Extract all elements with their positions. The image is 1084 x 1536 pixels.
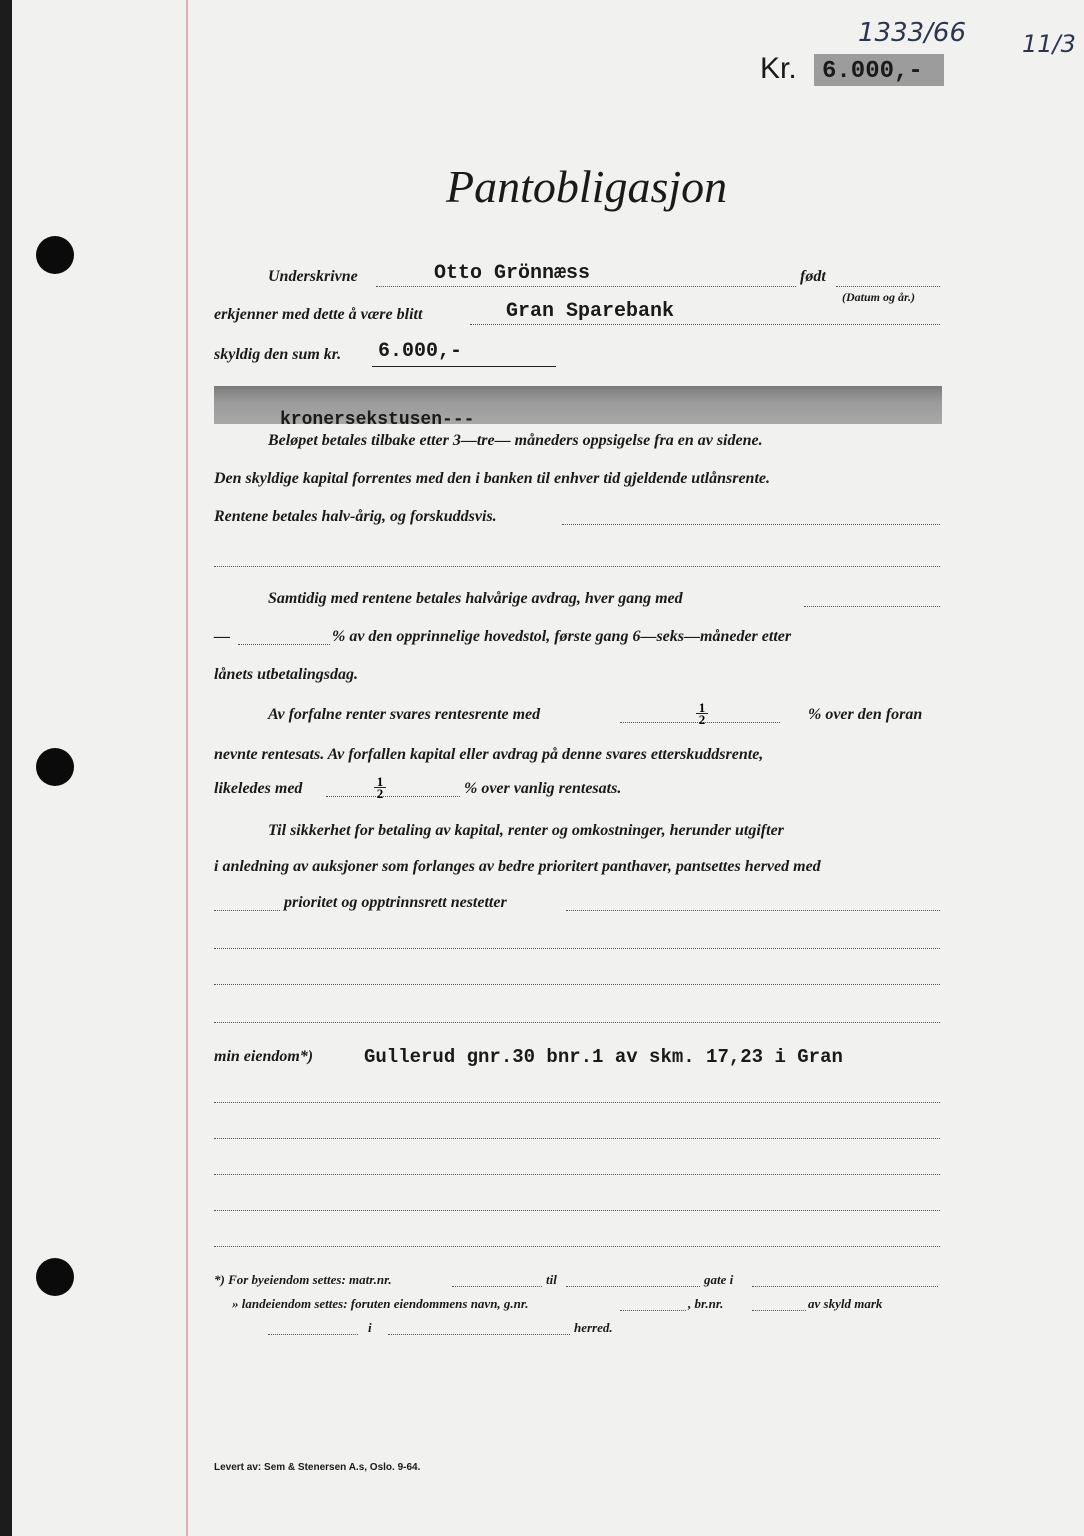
body-line: Samtidig med rentene betales halvårige avdrag, hver gang med [268, 590, 683, 607]
kr-label: Kr. [760, 52, 797, 85]
datum-label: (Datum og år.) [842, 290, 916, 304]
body-line: % av den opprinnelige hovedstol, første gang 6—seks—måneder etter [332, 628, 792, 645]
erkjenner-label: erkjenner med dette å være blitt [214, 306, 423, 323]
punch-hole [36, 748, 74, 786]
footnote-text: herred. [574, 1320, 613, 1335]
blank-line [214, 1102, 940, 1103]
kr-amount: 6.000,- [822, 58, 923, 85]
blank-line [214, 1174, 940, 1175]
body-line: Beløpet betales tilbake etter 3—tre— måneders oppsigelse fra en av sidene. [268, 432, 763, 449]
blank-line [804, 606, 940, 607]
body-line: likeledes med [214, 780, 303, 797]
percent-line [326, 796, 460, 797]
blank-line [214, 1022, 940, 1023]
footnote-text: *) For byeiendom settes: matr.nr. [214, 1272, 392, 1287]
footnote-line [388, 1334, 570, 1335]
body-line: nevnte rentesats. Av forfallen kapital eller avdrag på denne svares etterskuddsrente, [214, 746, 764, 763]
skyldig-underline [372, 366, 556, 367]
fraction-half: $\frac{1}{2}$ [696, 702, 708, 725]
blank-line [214, 1138, 940, 1139]
blank-line [214, 566, 940, 567]
fraction-half: $\frac{1}{2}$ [374, 776, 386, 799]
blank-line [214, 984, 940, 985]
body-line: % over vanlig rentesats. [464, 780, 622, 797]
footnote-line [566, 1286, 700, 1287]
blank-line [566, 910, 940, 911]
punch-hole [36, 236, 74, 274]
fodt-line [836, 286, 940, 287]
footnote-line [620, 1310, 686, 1311]
footnote-text: i [368, 1320, 372, 1335]
blank-line [562, 524, 940, 525]
body-line: Av forfalne renter svares rentesrente med [268, 706, 541, 723]
footnote-line [268, 1334, 358, 1335]
body-line: lånets utbetalingsdag. [214, 666, 359, 683]
punch-hole [36, 1258, 74, 1296]
kroner-words: kronersekstusen--- [280, 410, 475, 430]
erkjenner-line [470, 324, 940, 325]
footnote-line [752, 1286, 938, 1287]
footnote-text: » landeiendom settes: foruten eiendommens navn, g.nr. [232, 1296, 529, 1311]
body-line: Rentene betales halv-årig, og forskuddsvis. [214, 508, 497, 525]
document-title: Pantobligasjon [446, 161, 728, 212]
handwritten-date: 11/3 [1022, 30, 1076, 58]
footnote-text: gate i [704, 1272, 734, 1287]
body-line: % over den foran [808, 706, 923, 723]
eiendom-value: Gullerud gnr.30 bnr.1 av skm. 17,23 i Gran [364, 1046, 843, 1068]
footnote-text: av skyld mark [808, 1296, 883, 1311]
blank-line [214, 1210, 940, 1211]
body-line: Den skyldige kapital forrentes med den i banken til enhver tid gjeldende utlånsrente. [214, 470, 770, 487]
erkjenner-value: Gran Sparebank [506, 300, 675, 323]
handwritten-reference: 1333/66 [858, 18, 967, 48]
footnote-text: til [546, 1272, 557, 1287]
fodt-label: født [800, 268, 826, 285]
eiendom-label: min eiendom*) [214, 1048, 314, 1065]
margin-rule [186, 0, 188, 1536]
body-dash: — [214, 628, 230, 645]
blank-line [214, 948, 940, 949]
printer-credit: Levert av: Sem & Stenersen A.s, Oslo. 9-64. [214, 1462, 421, 1473]
body-line: Til sikkerhet for betaling av kapital, renter og omkostninger, herunder utgifter [268, 822, 784, 839]
underskrivne-label: Underskrivne [268, 268, 358, 285]
skyldig-label: skyldig den sum kr. [214, 346, 342, 363]
underskrivne-line [376, 286, 796, 287]
skyldig-value: 6.000,- [378, 340, 463, 363]
blank-line [214, 1246, 940, 1247]
body-line: prioritet og opptrinnsrett nestetter [284, 894, 507, 911]
percent-line [238, 644, 330, 645]
footnote-line [452, 1286, 542, 1287]
document-page [12, 0, 1084, 1536]
footnote-text: , br.nr. [688, 1296, 724, 1311]
footnote-line [752, 1310, 806, 1311]
body-line: i anledning av auksjoner som forlanges av bedre prioritert panthaver, pantsettes herved med [214, 858, 821, 875]
underskrivne-value: Otto Grönnæss [434, 262, 591, 285]
blank-line [214, 910, 280, 911]
